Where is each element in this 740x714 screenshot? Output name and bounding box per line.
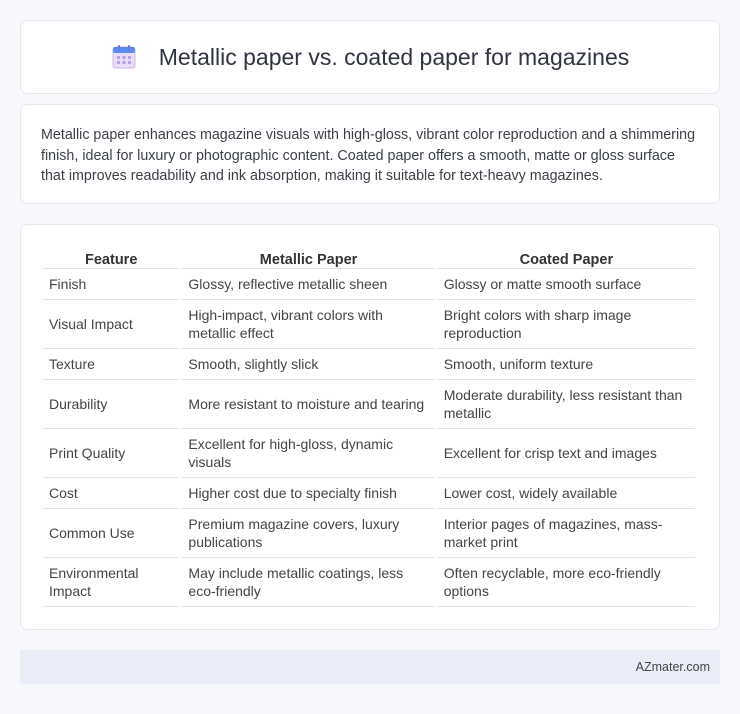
table-row	[43, 558, 695, 607]
metallic-cell: Glossy, reflective metallic sheen	[182, 269, 434, 300]
page-title: Metallic paper vs. coated paper for magazines	[158, 43, 630, 70]
metallic-cell: Higher cost due to specialty finish	[182, 478, 434, 509]
coated-cell: Excellent for crisp text and images	[438, 429, 695, 478]
header-coated: Coated Paper	[438, 247, 695, 269]
table-row	[43, 380, 695, 429]
metallic-cell: Smooth, slightly slick	[182, 349, 434, 380]
feature-cell: Durability	[43, 380, 179, 429]
coated-cell: Moderate durability, less resistant than metallic	[438, 380, 695, 429]
metallic-cell: Premium magazine covers, luxury publications	[182, 509, 434, 558]
feature-cell: Common Use	[43, 509, 179, 558]
feature-cell: Visual Impact	[43, 300, 179, 349]
calendar-icon	[111, 44, 137, 70]
metallic-cell: Excellent for high-gloss, dynamic visuals	[182, 429, 434, 478]
title-card	[20, 20, 720, 94]
table-row	[43, 269, 695, 300]
table-row	[43, 349, 695, 380]
coated-cell: Interior pages of magazines, mass-market print	[438, 509, 695, 558]
intro-text: Metallic paper enhances magazine visuals with high-gloss, vibrant color reproduction and a shimmering finish, ideal for luxury or photographic content. Coated paper offers a smooth, matte or gloss surface that improves readability and ink absorption, making it suitable for text-heavy magazines.	[41, 127, 696, 184]
feature-cell: Finish	[43, 269, 179, 300]
coated-cell: Bright colors with sharp image reproduction	[438, 300, 695, 349]
coated-cell: Lower cost, widely available	[438, 478, 695, 509]
header-metallic: Metallic Paper	[182, 247, 434, 269]
footer-site-name: AZmater.com	[635, 660, 710, 674]
comparison-card	[20, 224, 720, 630]
feature-cell: Cost	[43, 478, 179, 509]
feature-cell: Environmental Impact	[43, 558, 179, 607]
header-feature: Feature	[43, 247, 179, 269]
metallic-cell: High-impact, vibrant colors with metallic effect	[182, 300, 434, 349]
table-row	[43, 509, 695, 558]
intro-card	[20, 104, 720, 204]
table-header-row	[43, 247, 695, 269]
coated-cell: Glossy or matte smooth surface	[438, 269, 695, 300]
table-row	[43, 478, 695, 509]
metallic-cell: More resistant to moisture and tearing	[182, 380, 434, 429]
coated-cell: Often recyclable, more eco-friendly options	[438, 558, 695, 607]
coated-cell: Smooth, uniform texture	[438, 349, 695, 380]
feature-cell: Print Quality	[43, 429, 179, 478]
comparison-table	[40, 247, 698, 607]
footer	[20, 650, 720, 684]
feature-cell: Texture	[43, 349, 179, 380]
table-row	[43, 429, 695, 478]
table-row	[43, 300, 695, 349]
metallic-cell: May include metallic coatings, less eco-friendly	[182, 558, 434, 607]
